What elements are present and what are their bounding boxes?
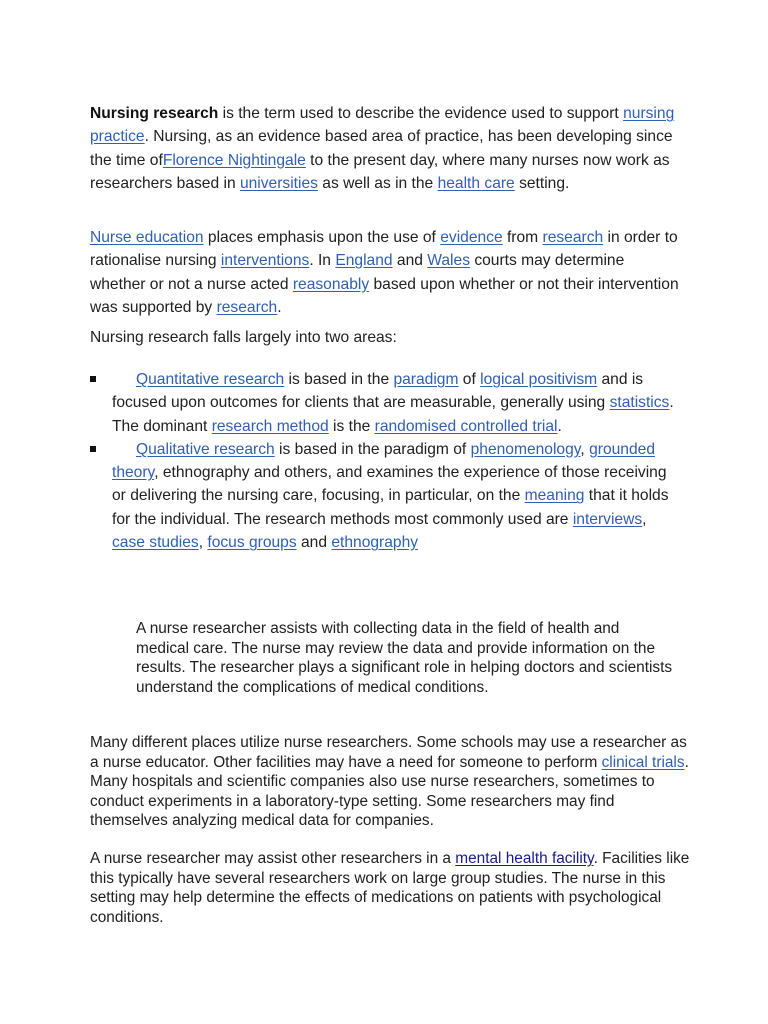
education-text: .: [277, 298, 282, 316]
bullet-text: ,: [580, 440, 590, 458]
link-research-method[interactable]: research method: [211, 417, 329, 435]
intro-text: as well as in the: [317, 174, 438, 192]
intro-bold-term: Nursing research: [90, 105, 219, 122]
education-paragraph: [90, 226, 680, 319]
bullet-text: and: [296, 534, 332, 552]
link-nurse-education[interactable]: Nurse education: [90, 229, 204, 246]
bullet-text: ,: [642, 510, 647, 528]
link-meaning[interactable]: meaning: [524, 487, 585, 505]
link-evidence[interactable]: evidence: [440, 229, 503, 246]
intro-text: . Nursing, as an evidence based area of practice, has been developing since the time of: [90, 128, 673, 169]
link-focus-groups[interactable]: focus groups: [207, 534, 297, 552]
link-ethnography[interactable]: ethnography: [331, 534, 419, 552]
bullet-text: that it holds for the individual. The research methods most commonly used are: [112, 487, 669, 528]
link-nursing-practice[interactable]: nursing practice: [90, 105, 675, 146]
education-text: based upon whether or not their intervention was supported by: [90, 275, 679, 316]
assist-text: A nurse researcher may assist other researchers in a: [90, 850, 456, 867]
bullet-text: .: [557, 417, 562, 435]
link-randomised-controlled-trial[interactable]: randomised controlled trial: [374, 417, 558, 435]
education-text: in order to rationalise nursing: [90, 229, 678, 270]
areas-intro: Nursing research falls largely into two areas:: [90, 329, 397, 346]
link-health-care[interactable]: health care: [437, 174, 515, 192]
link-qualitative-research[interactable]: Qualitative research: [136, 440, 275, 458]
bullet-text: and is focused upon outcomes for clients that are measurable, generally using: [112, 371, 644, 412]
list-item-qualitative: [90, 438, 680, 554]
bullet-marker: [90, 376, 96, 382]
education-text: places emphasis upon the use of: [203, 229, 441, 246]
link-florence-nightingale[interactable]: Florence Nightingale: [162, 151, 306, 169]
link-mental-health-facility[interactable]: mental health facility: [455, 850, 594, 867]
education-text: . In: [309, 252, 336, 270]
link-research[interactable]: research: [542, 229, 604, 246]
nurse-researcher-quote: A nurse researcher assists with collecting data in the field of health and medical care. The nurse may review the data and provide information on the results. The researcher plays a significant role in helping doctors and scientists understand the complications of medical conditions.: [136, 620, 673, 696]
link-logical-positivism[interactable]: logical positivism: [480, 371, 598, 388]
link-case-studies[interactable]: case studies: [112, 534, 199, 552]
assist-text: . Facilities like this typically have several researchers work on large group studies. The nurse in this setting may help determine the effects of medications on patients with psychological conditions.: [90, 850, 690, 926]
bullet-marker: [90, 446, 96, 452]
bullet-text: , ethnography and others, and examines the experience of those receiving or delivering the nursing care, focusing, in particular, on the: [112, 464, 667, 505]
intro-text: setting.: [514, 174, 570, 192]
places-text: . Many hospitals and scientific companies also use nurse researchers, sometimes to conduct experiments in a laboratory-type setting. Some researchers may find themselves analyzing medical data for companies.: [90, 753, 689, 829]
intro-text: is the term used to describe the evidence used to support: [218, 105, 624, 122]
bullet-text: is based in the paradigm of: [274, 440, 471, 458]
link-paradigm[interactable]: paradigm: [393, 371, 459, 388]
education-text: from: [502, 229, 543, 246]
link-wales[interactable]: Wales: [427, 252, 470, 270]
link-england[interactable]: England: [335, 252, 393, 270]
list-item-quantitative: [90, 368, 680, 438]
link-phenomenology[interactable]: phenomenology: [470, 440, 581, 458]
link-grounded-theory[interactable]: grounded theory: [112, 440, 655, 482]
link-clinical-trials[interactable]: clinical trials: [601, 753, 685, 771]
intro-paragraph: [90, 102, 680, 195]
intro-text: to the present day, where many nurses now work as researchers based in: [90, 151, 670, 192]
link-quantitative-research[interactable]: Quantitative research: [136, 371, 285, 388]
assist-paragraph: [90, 849, 690, 927]
education-text: courts may determine whether or not a nurse acted: [90, 252, 625, 293]
places-text: Many different places utilize nurse researchers. Some schools may use a researcher as a nurse educator. Other facilities may have a need for someone to perform: [90, 734, 687, 771]
bullet-text: is the: [328, 417, 375, 435]
education-text: and: [392, 252, 428, 270]
link-interventions[interactable]: interventions: [220, 252, 310, 270]
bullet-text: is based in the: [284, 371, 394, 388]
bullet-text: ,: [198, 534, 208, 552]
link-statistics[interactable]: statistics: [609, 394, 670, 412]
link-universities[interactable]: universities: [239, 174, 318, 192]
research-areas-list: [90, 368, 680, 554]
places-paragraph: [90, 733, 690, 831]
link-research-2[interactable]: research: [216, 298, 278, 316]
link-interviews[interactable]: interviews: [572, 510, 643, 528]
link-reasonably[interactable]: reasonably: [292, 275, 370, 293]
bullet-text: . The dominant: [112, 394, 674, 435]
bullet-text: of: [458, 371, 481, 388]
